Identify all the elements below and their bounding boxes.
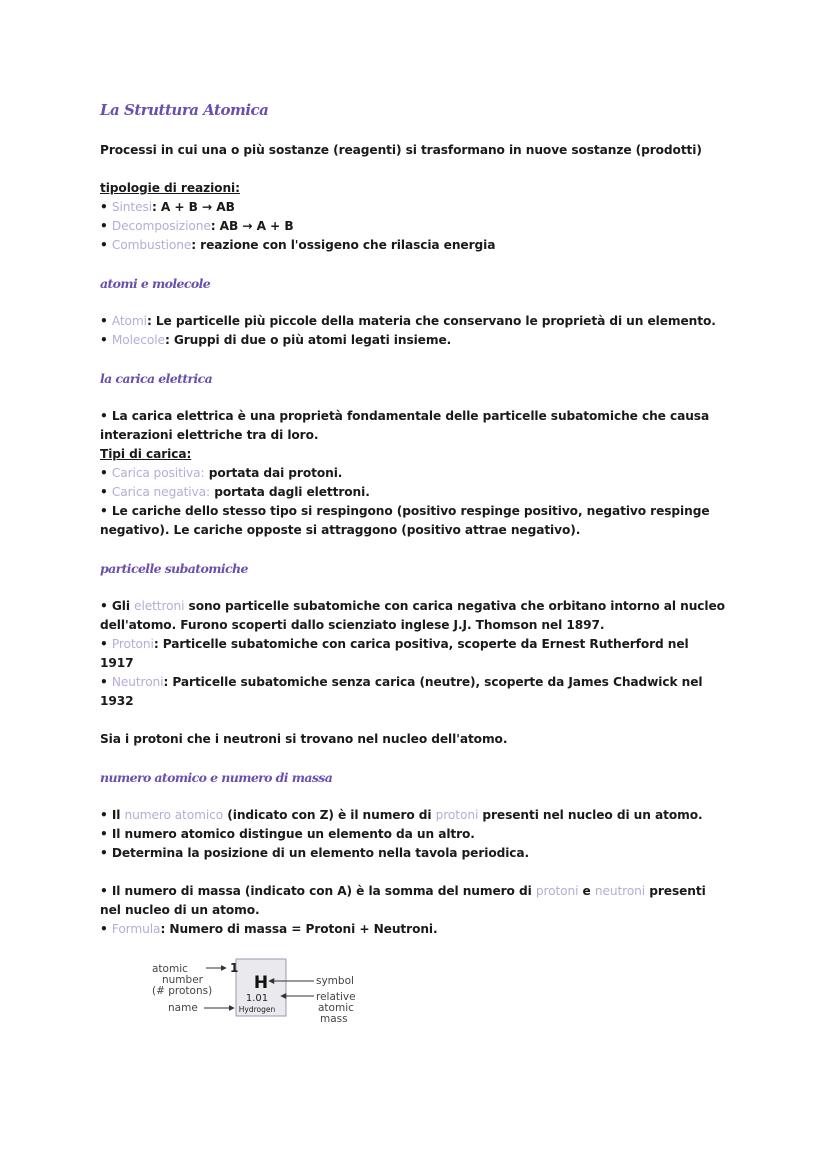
term: Combustione [111, 238, 192, 252]
term: protoni [435, 808, 479, 822]
term: Sintesi [111, 200, 153, 214]
list-item: • Neutroni: Particelle subatomiche senza carica (neutre), scoperte da James Chadwick nel 1932 [100, 675, 703, 708]
reactions-label: tipologie di reazioni: [100, 181, 240, 195]
element-name: Hydrogen [238, 1005, 276, 1014]
list-item: • Carica positiva: portata dai protoni. [100, 466, 343, 480]
list-item: • Il numero atomico distingue un elemento da un altro. [100, 827, 475, 841]
item-text: portata dai protoni. [204, 466, 343, 480]
item-text: : reazione con l'ossigeno che rilascia energia [191, 238, 496, 252]
charge-rule: • Le cariche dello stesso tipo si respingono (positivo respinge positivo, negativo respinge negativo). Le cariche opposte si attraggono (positivo attrae negativo). [100, 504, 710, 537]
list-item: • Formula: Numero di massa = Protoni + Neutroni. [100, 922, 438, 936]
list-item [100, 806, 725, 825]
section-heading-numbers: numero atomico e numero di massa [100, 770, 333, 785]
term: Carica positiva: [111, 466, 205, 480]
intro-text: Processi in cui una o più sostanze (reagenti) si trasformano in nuove sostanze (prodotti) [100, 143, 702, 157]
list-item: • Determina la posizione di un elemento nella tavola periodica. [100, 846, 530, 860]
element-diagram [148, 954, 370, 1026]
list-item: • Carica negativa: portata dagli elettroni. [100, 485, 370, 499]
list-item [100, 882, 725, 920]
particles-note: Sia i protoni che i neutroni si trovano nel nucleo dell'atomo. [100, 732, 508, 746]
item-text: • Il [100, 808, 125, 822]
atomic-number: 1 [230, 961, 239, 975]
list-item: • Protoni: Particelle subatomiche con carica positiva, scoperte da Ernest Rutherford nel 1917 [100, 637, 689, 670]
page-title: La Struttura Atomica [100, 101, 269, 119]
atomic-number-label: number [162, 974, 203, 986]
term: neutroni [594, 884, 646, 898]
charge-types-label: Tipi di carica: [100, 447, 192, 461]
list-item: • Atomi: Le particelle più piccole della materia che conservano le proprietà di un elemento. [100, 314, 716, 328]
item-text: presenti nel nucleo di un atomo. [478, 808, 703, 822]
term: Molecole [111, 333, 165, 347]
item-text: sono particelle subatomiche con carica negativa che orbitano intorno al nucleo dell'atomo. Furono scoperti dallo scienziato inglese J.J. Thomson nel 1897. [100, 599, 725, 632]
item-text: portata dagli elettroni. [210, 485, 370, 499]
term: Neutroni [111, 675, 164, 689]
symbol-label: symbol [316, 975, 354, 987]
element-mass: 1.01 [245, 993, 269, 1004]
section-heading-atoms: atomi e molecole [100, 276, 211, 291]
term: Atomi [111, 314, 147, 328]
item-text: : Gruppi di due o più atomi legati insieme. [164, 333, 452, 347]
item-text: : Numero di massa = Protoni + Neutroni. [160, 922, 438, 936]
item-text: presenti nel nucleo di un atomo. [100, 884, 706, 917]
term: protoni [535, 884, 579, 898]
mass-label: atomic [318, 1002, 354, 1014]
item-text: e [578, 884, 595, 898]
atomic-number-label: (# protons) [152, 985, 213, 997]
term: Formula [111, 922, 161, 936]
term: Protoni [111, 637, 154, 651]
notes-content [100, 99, 725, 939]
term: Decomposizione [111, 219, 211, 233]
section-heading-particles: particelle subatomiche [100, 561, 248, 576]
term: Carica negativa: [111, 485, 211, 499]
mass-label: mass [320, 1013, 348, 1025]
list-item [100, 597, 725, 635]
item-text: : Le particelle più piccole della materia che conservano le proprietà di un elemento. [146, 314, 716, 328]
atomic-number-label: atomic [152, 963, 188, 975]
list-item: • Combustione: reazione con l'ossigeno che rilascia energia [100, 238, 496, 252]
term: elettroni [134, 599, 185, 613]
term: numero atomico [124, 808, 224, 822]
charge-intro: • La carica elettrica è una proprietà fondamentale delle particelle subatomiche che causa interazioni elettriche tra di loro. [100, 409, 710, 442]
item-text: (indicato con Z) è il numero di [223, 808, 436, 822]
mass-label: relative [316, 991, 356, 1003]
item-text: : Particelle subatomiche con carica positiva, scoperte da Ernest Rutherford nel 1917 [100, 637, 689, 670]
element-symbol: H [253, 973, 269, 993]
list-item: • Molecole: Gruppi di due o più atomi legati insieme. [100, 333, 452, 347]
item-text: • Il numero di massa (indicato con A) è la somma del numero di [100, 884, 536, 898]
item-text: : A + B → AB [152, 200, 235, 214]
section-heading-charge: la carica elettrica [100, 371, 213, 386]
name-label: name [168, 1002, 198, 1014]
item-text: • Gli [100, 599, 135, 613]
item-text: : Particelle subatomiche senza carica (neutre), scoperte da James Chadwick nel 1932 [100, 675, 703, 708]
list-item: • Sintesi: A + B → AB [100, 200, 235, 214]
item-text: : AB → A + B [210, 219, 294, 233]
list-item: • Decomposizione: AB → A + B [100, 219, 294, 233]
